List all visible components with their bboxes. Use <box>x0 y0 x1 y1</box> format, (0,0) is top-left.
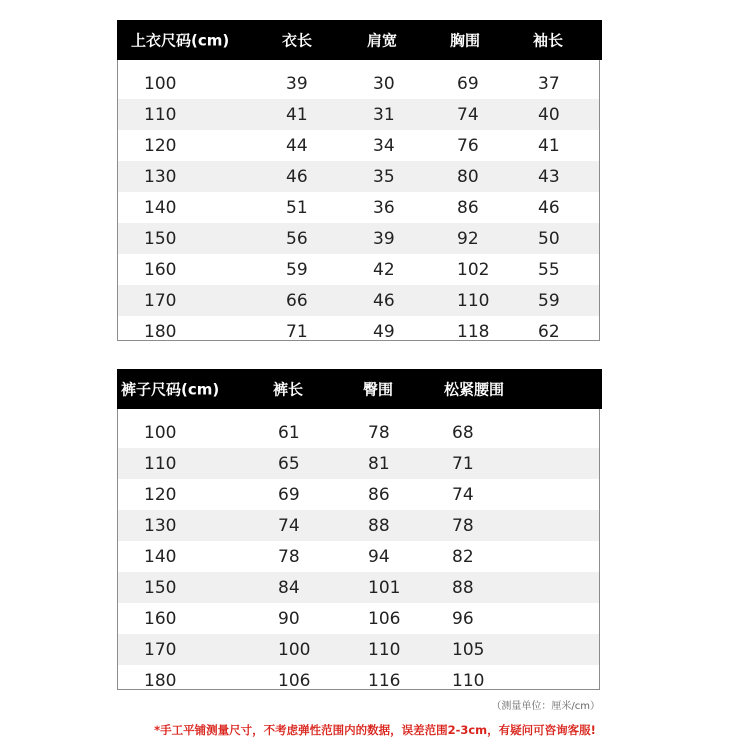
tops-cell: 30 <box>373 73 395 94</box>
pants-cell: 78 <box>278 546 300 567</box>
tops-cell: 100 <box>144 73 177 94</box>
pants-table-row <box>118 603 599 634</box>
pants-cell: 150 <box>144 577 177 598</box>
pants-cell: 65 <box>278 453 300 474</box>
tops-cell: 50 <box>538 228 560 249</box>
tops-cell: 110 <box>144 104 177 125</box>
tops-cell: 76 <box>457 135 479 156</box>
pants-table-row <box>118 479 599 510</box>
tops-size-table <box>117 20 600 341</box>
pants-cell: 110 <box>144 453 177 474</box>
tops-cell: 110 <box>457 290 490 311</box>
pants-cell: 106 <box>278 670 311 691</box>
tops-cell: 86 <box>457 197 479 218</box>
pants-cell: 81 <box>368 453 390 474</box>
pants-cell: 140 <box>144 546 177 567</box>
pants-cell: 160 <box>144 608 177 629</box>
pants-header-waist: 松紧腰围 <box>444 380 505 399</box>
tops-header-length: 衣长 <box>282 31 313 50</box>
tops-cell: 41 <box>286 104 308 125</box>
pants-cell: 110 <box>452 670 485 691</box>
tops-header-size: 上衣尺码(cm) <box>131 31 230 50</box>
tops-table-row <box>118 254 599 285</box>
pants-cell: 74 <box>278 515 300 536</box>
tops-cell: 40 <box>538 104 560 125</box>
tops-cell: 46 <box>286 166 308 187</box>
pants-cell: 180 <box>144 670 177 691</box>
pants-table-header <box>117 369 602 409</box>
tops-header-sleeve: 袖长 <box>533 31 564 50</box>
tops-header-shoulder: 肩宽 <box>367 31 398 50</box>
pants-table-row <box>118 510 599 541</box>
tops-cell: 170 <box>144 290 177 311</box>
tops-cell: 118 <box>457 321 490 342</box>
tops-cell: 80 <box>457 166 479 187</box>
pants-cell: 116 <box>368 670 401 691</box>
pants-cell: 90 <box>278 608 300 629</box>
tops-cell: 130 <box>144 166 177 187</box>
pants-size-table <box>117 369 600 690</box>
pants-cell: 78 <box>452 515 474 536</box>
tops-cell: 55 <box>538 259 560 280</box>
tops-table-row <box>118 68 599 99</box>
tops-cell: 66 <box>286 290 308 311</box>
unit-note: （测量单位：厘米/cm） <box>491 701 600 712</box>
pants-cell: 100 <box>144 422 177 443</box>
pants-header-hip: 臀围 <box>363 380 394 399</box>
tops-cell: 34 <box>373 135 395 156</box>
tops-table-row <box>118 316 599 347</box>
tops-cell: 102 <box>457 259 490 280</box>
pants-cell: 71 <box>452 453 474 474</box>
tops-cell: 62 <box>538 321 560 342</box>
tops-cell: 42 <box>373 259 395 280</box>
pants-cell: 69 <box>278 484 300 505</box>
pants-cell: 105 <box>452 639 485 660</box>
pants-table-body <box>118 409 599 689</box>
tops-table-row <box>118 285 599 316</box>
tops-table-row <box>118 192 599 223</box>
tops-table-row <box>118 130 599 161</box>
pants-cell: 110 <box>368 639 401 660</box>
tops-table-row <box>118 223 599 254</box>
tops-cell: 41 <box>538 135 560 156</box>
tops-cell: 92 <box>457 228 479 249</box>
pants-cell: 86 <box>368 484 390 505</box>
tops-table-row <box>118 99 599 130</box>
tops-cell: 46 <box>373 290 395 311</box>
measurement-disclaimer: *手工平铺测量尺寸，不考虑弹性范围内的数据，误差范围2-3cm，有疑问可咨询客服! <box>154 723 596 737</box>
pants-cell: 100 <box>278 639 311 660</box>
pants-cell: 94 <box>368 546 390 567</box>
tops-cell: 140 <box>144 197 177 218</box>
pants-table-row <box>118 417 599 448</box>
tops-cell: 46 <box>538 197 560 218</box>
tops-cell: 71 <box>286 321 308 342</box>
pants-table-row <box>118 572 599 603</box>
tops-cell: 31 <box>373 104 395 125</box>
pants-cell: 84 <box>278 577 300 598</box>
pants-table-row <box>118 448 599 479</box>
pants-table-row <box>118 541 599 572</box>
tops-cell: 44 <box>286 135 308 156</box>
pants-cell: 96 <box>452 608 474 629</box>
pants-table-row <box>118 634 599 665</box>
tops-cell: 150 <box>144 228 177 249</box>
pants-cell: 78 <box>368 422 390 443</box>
pants-cell: 61 <box>278 422 300 443</box>
tops-cell: 69 <box>457 73 479 94</box>
tops-cell: 59 <box>538 290 560 311</box>
pants-cell: 170 <box>144 639 177 660</box>
pants-cell: 68 <box>452 422 474 443</box>
tops-cell: 74 <box>457 104 479 125</box>
pants-table-row <box>118 665 599 696</box>
tops-cell: 59 <box>286 259 308 280</box>
tops-cell: 56 <box>286 228 308 249</box>
tops-table-header <box>117 20 602 60</box>
pants-header-size: 裤子尺码(cm) <box>121 380 220 399</box>
tops-cell: 39 <box>373 228 395 249</box>
tops-header-chest: 胸围 <box>450 31 481 50</box>
pants-cell: 130 <box>144 515 177 536</box>
pants-cell: 74 <box>452 484 474 505</box>
pants-cell: 82 <box>452 546 474 567</box>
tops-cell: 160 <box>144 259 177 280</box>
tops-cell: 120 <box>144 135 177 156</box>
pants-cell: 120 <box>144 484 177 505</box>
pants-cell: 88 <box>368 515 390 536</box>
tops-cell: 39 <box>286 73 308 94</box>
pants-header-length: 裤长 <box>273 380 304 399</box>
tops-table-row <box>118 161 599 192</box>
tops-cell: 180 <box>144 321 177 342</box>
pants-cell: 106 <box>368 608 401 629</box>
tops-cell: 37 <box>538 73 560 94</box>
tops-cell: 36 <box>373 197 395 218</box>
tops-cell: 35 <box>373 166 395 187</box>
pants-cell: 101 <box>368 577 401 598</box>
tops-table-body <box>118 60 599 340</box>
tops-cell: 49 <box>373 321 395 342</box>
tops-cell: 51 <box>286 197 308 218</box>
pants-cell: 88 <box>452 577 474 598</box>
tops-cell: 43 <box>538 166 560 187</box>
